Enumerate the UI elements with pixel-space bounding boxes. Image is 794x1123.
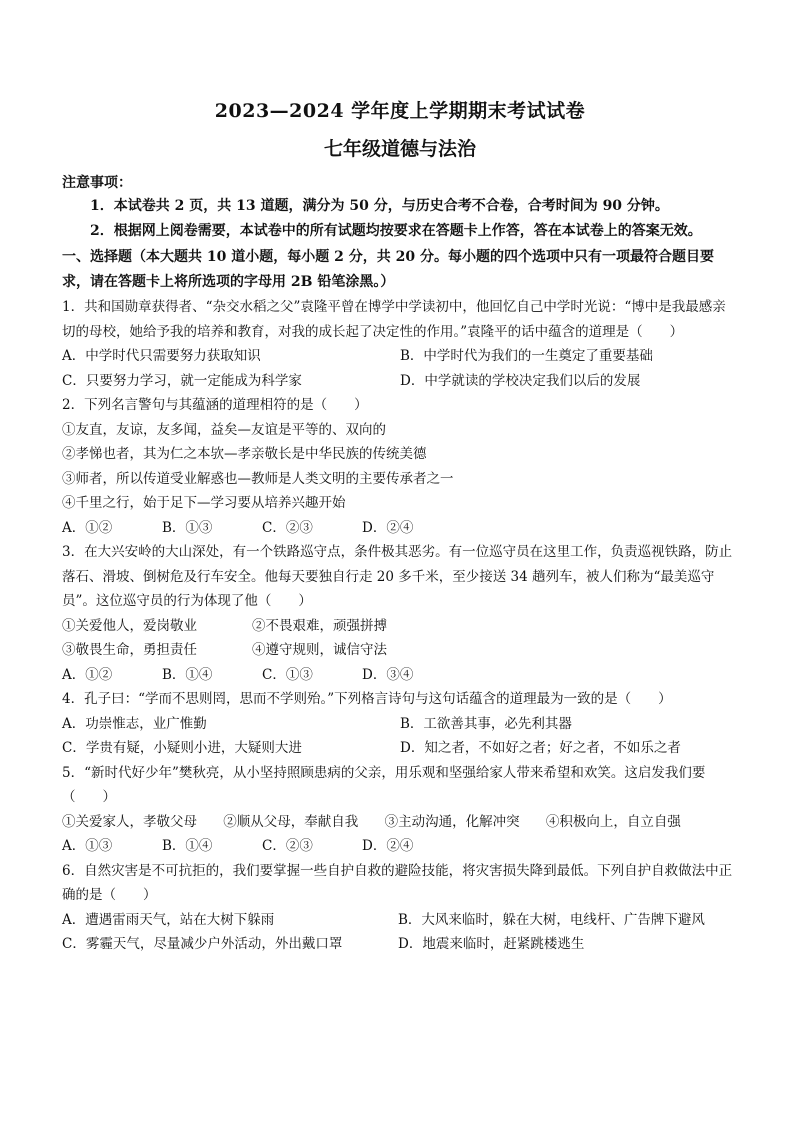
option-a: A．中学时代只需要努力获取知识 xyxy=(62,348,261,364)
statement-row xyxy=(62,810,738,835)
question-1 xyxy=(62,295,738,393)
question-2 xyxy=(62,393,738,540)
option-d: D．知之者，不如好之者；好之者，不如乐之者 xyxy=(400,740,681,756)
option-c: C．①③ xyxy=(262,666,313,683)
option-d: D．②④ xyxy=(362,838,414,854)
option-b: B．中学时代为我们的一生奠定了重要基础 xyxy=(400,348,653,364)
statement-row xyxy=(62,638,738,663)
option-row xyxy=(62,516,738,541)
question-stem: 3．在大兴安岭的大山深处，有一个铁路巡守点，条件极其恶劣。有一位巡守员在这里工作，负责巡视铁路，防止落石、滑坡、倒树危及行车安全。他每天要独自行走 20 多千米，至少接送 34 趟列车，被人们称为“最美巡守员”。这位巡守员的行为体现了他（ ） xyxy=(62,544,733,609)
statement-row xyxy=(62,614,738,639)
statement-item: ③主动沟通，化解冲突 xyxy=(384,813,520,830)
option-row xyxy=(62,712,738,737)
question-6 xyxy=(62,859,738,957)
option-row xyxy=(62,369,738,394)
notice-item-1: 1．本试卷共 2 页，共 13 道题，满分为 50 分，与历史合考不合卷，合考时间为 90 分钟。 xyxy=(90,198,669,214)
option-b: B．工欲善其事，必先利其器 xyxy=(400,715,572,732)
statement-item: ②不畏艰难，顽强拼搏 xyxy=(252,617,387,634)
option-c: C．②③ xyxy=(262,519,313,536)
statement-item: ③师者，所以传道受业解惑也—教师是人类文明的主要传承者之一 xyxy=(62,470,454,487)
statement-item: ①关爱他人，爱岗敬业 xyxy=(62,617,197,634)
option-b: B．①③ xyxy=(162,519,213,536)
statement-item: ②孝悌也者，其为仁之本欤—孝亲敬长是中华民族的传统美德 xyxy=(62,446,427,462)
question-5 xyxy=(62,761,738,859)
notice-heading: 注意事项： xyxy=(62,175,132,191)
statement-item: ②顺从父母，奉献自我 xyxy=(223,813,359,830)
notice-item-2: 2．根据网上阅卷需要，本试卷中的所有试题均按要求在答题卡上作答，答在本试卷上的答案无效。 xyxy=(90,223,702,239)
statement-item: ④千里之行，始于足下—学习要从培养兴趣开始 xyxy=(62,495,346,511)
statement-item: ①关爱家人，孝敬父母 xyxy=(62,813,197,830)
option-a: A．①③ xyxy=(62,838,113,854)
option-b: B．大风来临时，躲在大树，电线杆、广告牌下避风 xyxy=(398,911,705,928)
question-stem: 4．孔子曰：“学而不思则罔，思而不学则殆。”下列格言诗句与这句话蕴含的道理最为一致的是（ ） xyxy=(62,691,672,707)
question-stem: 5．“新时代好少年”樊秋亮，从小坚持照顾患病的父亲，用乐观和坚强给家人带来希望和欢笑。这启发我们要（ ） xyxy=(62,764,706,805)
option-c: C．只要努力学习，就一定能成为科学家 xyxy=(62,372,302,389)
option-b: B．①④ xyxy=(162,666,213,683)
option-a: A．①② xyxy=(62,519,113,536)
option-c: C．②③ xyxy=(262,838,313,854)
exam-title: 2023—2024 学年度上学期期末考试试卷 xyxy=(214,100,586,122)
exam-subtitle: 七年级道德与法治 xyxy=(323,138,476,160)
option-d: D．中学就读的学校决定我们以后的发展 xyxy=(400,372,641,389)
option-a: A．①② xyxy=(62,666,113,683)
option-row xyxy=(62,834,738,859)
option-row xyxy=(62,908,738,933)
option-c: C．雾霾天气，尽量减少户外活动，外出戴口罩 xyxy=(62,936,343,952)
question-stem: 1．共和国勋章获得者、“杂交水稻之父”袁隆平曾在博学中学读初中，他回忆自己中学时光说：“博中是我最感亲切的母校，她给予我的培养和教育，对我的成长起了决定性的作用。”袁隆平的话中蕴含的道理是（ ） xyxy=(62,299,726,340)
question-stem: 6．自然灾害是不可抗拒的，我们要掌握一些自护自救的避险技能，将灾害损失降到最低。下列自护自救做法中正确的是（ ） xyxy=(62,862,733,903)
option-a: A．遭遇雷雨天气，站在大树下躲雨 xyxy=(62,911,275,928)
question-3 xyxy=(62,540,738,687)
option-row xyxy=(62,663,738,688)
option-d: D．地震来临时，赶紧跳楼逃生 xyxy=(398,936,585,952)
option-c: C．学贵有疑，小疑则小进，大疑则大进 xyxy=(62,740,302,756)
statement-item: ①友直，友谅，友多闻，益矣—友谊是平等的、双向的 xyxy=(62,421,386,438)
option-a: A．功崇惟志，业广惟勤 xyxy=(62,715,207,732)
option-d: D．③④ xyxy=(362,666,414,683)
question-stem: 2．下列名言警句与其蕴涵的道理相符的是（ ） xyxy=(62,397,368,413)
question-4 xyxy=(62,687,738,761)
section-heading: 一、选择题（本大题共 10 道小题，每小题 2 分，共 20 分。每小题的四个选项中只有一项最符合题目要求，请在答题卡上将所选项的字母用 2B 铅笔涂黑。） xyxy=(62,249,714,290)
option-row xyxy=(62,932,738,957)
exam-page xyxy=(62,96,738,957)
option-row xyxy=(62,344,738,369)
statement-item: ④积极向上，自立自强 xyxy=(545,813,681,830)
option-d: D．②④ xyxy=(362,519,414,536)
statement-item: ④遵守规则，诚信守法 xyxy=(252,642,387,658)
option-row xyxy=(62,736,738,761)
option-b: B．①④ xyxy=(162,838,213,854)
statement-item: ③敬畏生命，勇担责任 xyxy=(62,642,197,658)
